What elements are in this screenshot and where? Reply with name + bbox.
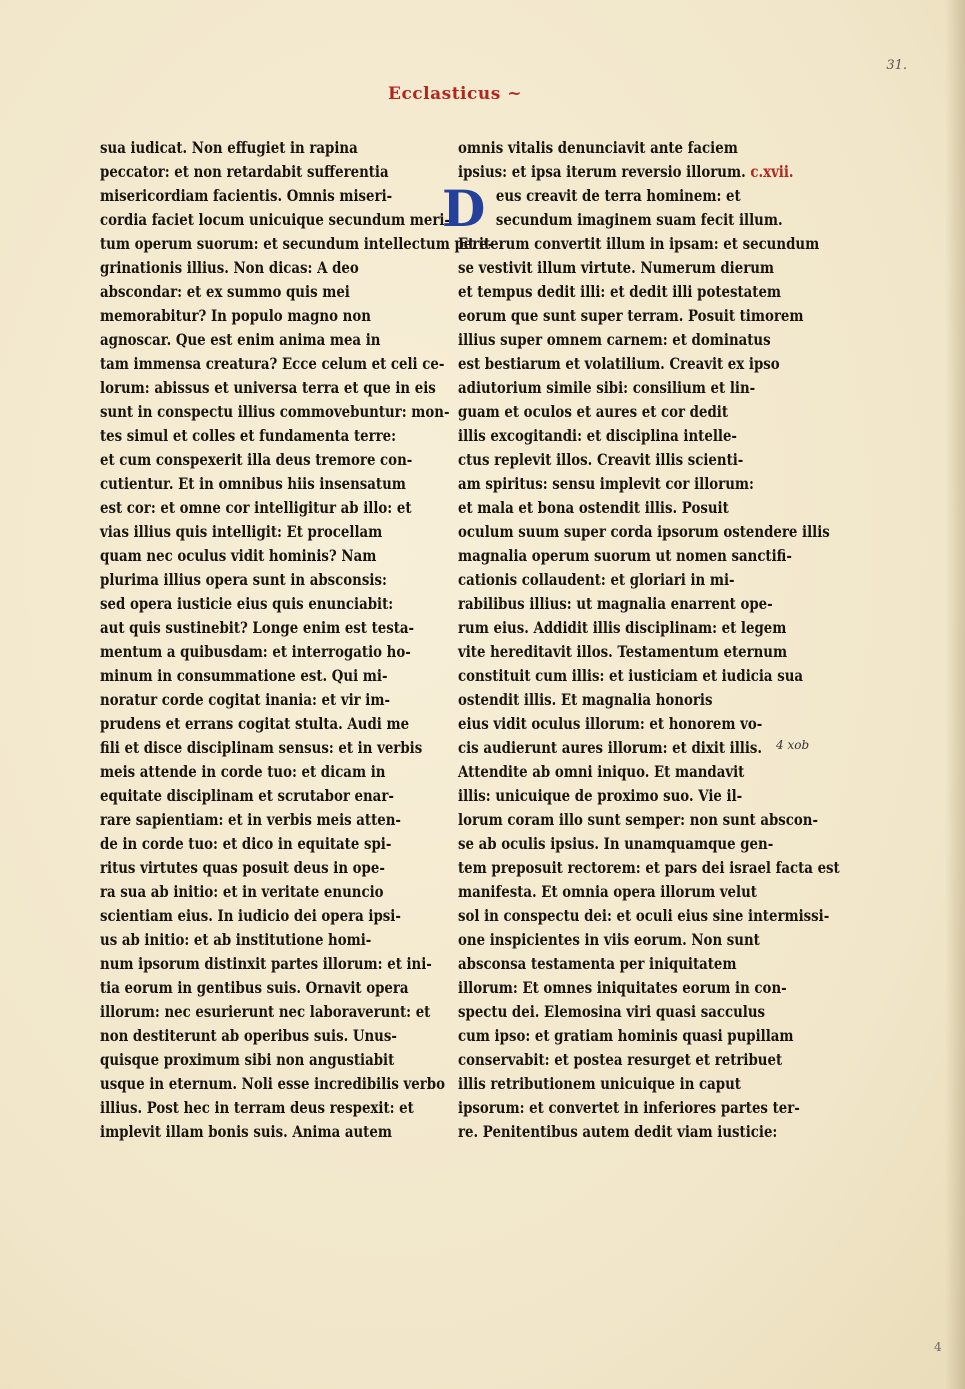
right-text-line: illorum: Et omnes iniquitates eorum in con-	[458, 978, 787, 997]
left-text-line: rare sapientiam: et in verbis meis atten-	[100, 810, 401, 829]
right-text-line: conservabit: et postea resurget et retribuet	[458, 1050, 783, 1069]
left-text-line: sed opera iusticie eius quis enunciabit:	[100, 594, 394, 613]
right-text-line: constituit cum illis: et iusticiam et iudicia sua	[458, 666, 804, 685]
left-text-line: prudens et errans cogitat stulta. Audi me	[100, 714, 410, 733]
right-text-line: manifesta. Et omnia opera illorum velut	[458, 882, 757, 901]
left-text-line: aut quis sustinebit? Longe enim est testa-	[100, 618, 415, 637]
page-edge-shadow	[945, 0, 965, 1389]
left-text-line: tam immensa creatura? Ecce celum et celi ce-	[100, 354, 445, 373]
right-text-line: est bestiarum et volatilium. Creavit ex ipso	[458, 354, 780, 373]
right-text-line: et tempus dedit illi: et dedit illi potestatem	[458, 282, 782, 301]
right-text-line: rabilibus illius: ut magnalia enarrent ope-	[458, 594, 773, 613]
left-text-line: abscondar: et ex summo quis mei	[100, 282, 350, 301]
right-text-line: illis excogitandi: et disciplina intelle-	[458, 426, 737, 445]
left-text-column	[100, 136, 494, 1144]
left-text-line: vias illius quis intelligit: Et procellam	[100, 522, 383, 541]
right-text-line: re. Penitentibus autem dedit viam iusticie:	[458, 1122, 778, 1141]
right-text-line: vite hereditavit illos. Testamentum eternum	[458, 642, 788, 661]
left-text-line: usque in eternum. Noli esse incredibilis verbo	[100, 1074, 445, 1093]
left-text-line: ritus virtutes quas posuit deus in ope-	[100, 858, 385, 877]
right-text-line: eus creavit de terra hominem: et	[495, 186, 741, 205]
left-text-line: cordia faciet locum unicuique secundum meri-	[100, 210, 450, 229]
right-text-line: illis: unicuique de proximo suo. Vie il-	[458, 786, 743, 805]
left-text-line: grinationis illius. Non dicas: A deo	[100, 258, 359, 277]
corner-mark: 4	[934, 1340, 942, 1354]
left-text-line: implevit illam bonis suis. Anima autem	[100, 1122, 392, 1141]
folio-number: 31.	[886, 58, 907, 73]
left-text-line: tum operum suorum: et secundum intellectum pere-	[100, 234, 494, 253]
left-text-line: us ab initio: et ab institutione homi-	[100, 930, 372, 949]
right-text-line: illius super omnem carnem: et dominatus	[458, 330, 771, 349]
left-text-line: num ipsorum distinxit partes illorum: et ini-	[100, 954, 432, 973]
right-text-line: ipsius: et ipsa iterum reversio illorum. c.xvii.	[458, 162, 794, 181]
left-text-line: est cor: et omne cor intelligitur ab illo: et	[100, 498, 412, 517]
left-text-line: non destiterunt ab operibus suis. Unus-	[100, 1026, 397, 1045]
left-text-line: ra sua ab initio: et in veritate enuncio	[100, 882, 384, 901]
right-text-line: secundum imaginem suam fecit illum.	[495, 210, 783, 229]
right-text-line: adiutorium simile sibi: consilium et lin-	[458, 378, 756, 397]
right-text-line: absconsa testamenta per iniquitatem	[458, 954, 737, 973]
left-text-line: plurima illius opera sunt in absconsis:	[100, 570, 387, 589]
left-text-line: lorum: abissus et universa terra et que in eis	[100, 378, 436, 397]
left-text-line: tia eorum in gentibus suis. Ornavit opera	[100, 978, 409, 997]
margin-note: 4 xob	[776, 738, 810, 752]
left-text-line: illorum: nec esurierunt nec laboraverunt: et	[100, 1002, 431, 1021]
left-text-line: minum in consummatione est. Qui mi-	[100, 666, 388, 685]
left-text-line: agnoscar. Que est enim anima mea in	[100, 330, 381, 349]
chapter-marker: c.xvii.	[750, 162, 794, 181]
left-text-line: et cum conspexerit illa deus tremore con-	[100, 450, 413, 469]
right-text-line: Et iterum convertit illum in ipsam: et secundum	[458, 234, 820, 253]
left-text-line: de in corde tuo: et dico in equitate spi-	[100, 834, 392, 853]
illuminated-initial: D	[442, 179, 486, 238]
right-text-line: et mala et bona ostendit illis. Posuit	[458, 498, 729, 517]
right-text-line: eorum que sunt super terram. Posuit timorem	[458, 306, 804, 325]
left-text-line: mentum a quibusdam: et interrogatio ho-	[100, 642, 411, 661]
right-text-line: eius vidit oculus illorum: et honorem vo-	[458, 714, 763, 733]
left-text-line: noratur corde cogitat inania: et vir im-	[100, 690, 391, 709]
left-text-line: equitate disciplinam et scrutabor enar-	[100, 786, 394, 805]
right-text-line: tem preposuit rectorem: et pars dei israel facta est	[458, 858, 840, 877]
left-text-line: sua iudicat. Non effugiet in rapina	[100, 138, 358, 157]
left-text-line: tes simul et colles et fundamenta terre:	[100, 426, 397, 445]
right-text-line: guam et oculos et aures et cor dedit	[458, 402, 729, 421]
left-text-line: sunt in conspectu illius commovebuntur: mon-	[100, 402, 450, 421]
left-text-line: peccator: et non retardabit sufferentia	[100, 162, 389, 181]
right-text-line: lorum coram illo sunt semper: non sunt abscon-	[458, 810, 819, 829]
left-text-line: fili et disce disciplinam sensus: et in verbis	[100, 738, 423, 757]
right-text-line: se vestivit illum virtute. Numerum dierum	[458, 258, 775, 277]
right-text-line: one inspicientes in viis eorum. Non sunt	[458, 930, 760, 949]
left-text-line: quam nec oculus vidit hominis? Nam	[100, 546, 377, 565]
right-text-line: cum ipso: et gratiam hominis quasi pupillam	[458, 1026, 794, 1045]
right-text-line: Attendite ab omni iniquo. Et mandavit	[458, 762, 745, 781]
running-head: Ecclasticus ~	[388, 84, 522, 104]
left-text-line: illius. Post hec in terram deus respexit: et	[100, 1098, 414, 1117]
right-text-line: ctus replevit illos. Creavit illis scienti-	[458, 450, 744, 469]
right-text-line: ipsorum: et convertet in inferiores partes ter-	[458, 1098, 800, 1117]
left-text-line: memorabitur? In populo magno non	[100, 306, 371, 325]
right-text-line: omnis vitalis denunciavit ante faciem	[458, 138, 738, 157]
right-text-line: illis retributionem unicuique in caput	[458, 1074, 741, 1093]
left-text-line: scientiam eius. In iudicio dei opera ipsi-	[100, 906, 401, 925]
left-text-line: quisque proximum sibi non angustiabit	[100, 1050, 395, 1069]
left-text-line: meis attende in corde tuo: et dicam in	[100, 762, 386, 781]
right-text-line: se ab oculis ipsius. In unamquamque gen-	[458, 834, 774, 853]
right-text-line: spectu dei. Elemosina viri quasi sacculus	[458, 1002, 766, 1021]
right-text-line: cationis collaudent: et gloriari in mi-	[458, 570, 735, 589]
right-text-line: am spiritus: sensu implevit cor illorum:	[458, 474, 754, 493]
right-text-line: cis audierunt aures illorum: et dixit illis.	[458, 738, 763, 757]
right-text-line: ostendit illis. Et magnalia honoris	[458, 690, 713, 709]
right-text-line: magnalia operum suorum ut nomen sanctifi-	[458, 546, 792, 565]
right-text-line: oculum suum super corda ipsorum ostendere illis	[458, 522, 830, 541]
left-text-line: cutientur. Et in omnibus hiis insensatum	[100, 474, 406, 493]
right-text-line: rum eius. Addidit illis disciplinam: et legem	[458, 618, 787, 637]
right-text-line: sol in conspectu dei: et oculi eius sine intermissi-	[458, 906, 830, 925]
left-text-line: misericordiam facientis. Omnis miseri-	[100, 186, 393, 205]
